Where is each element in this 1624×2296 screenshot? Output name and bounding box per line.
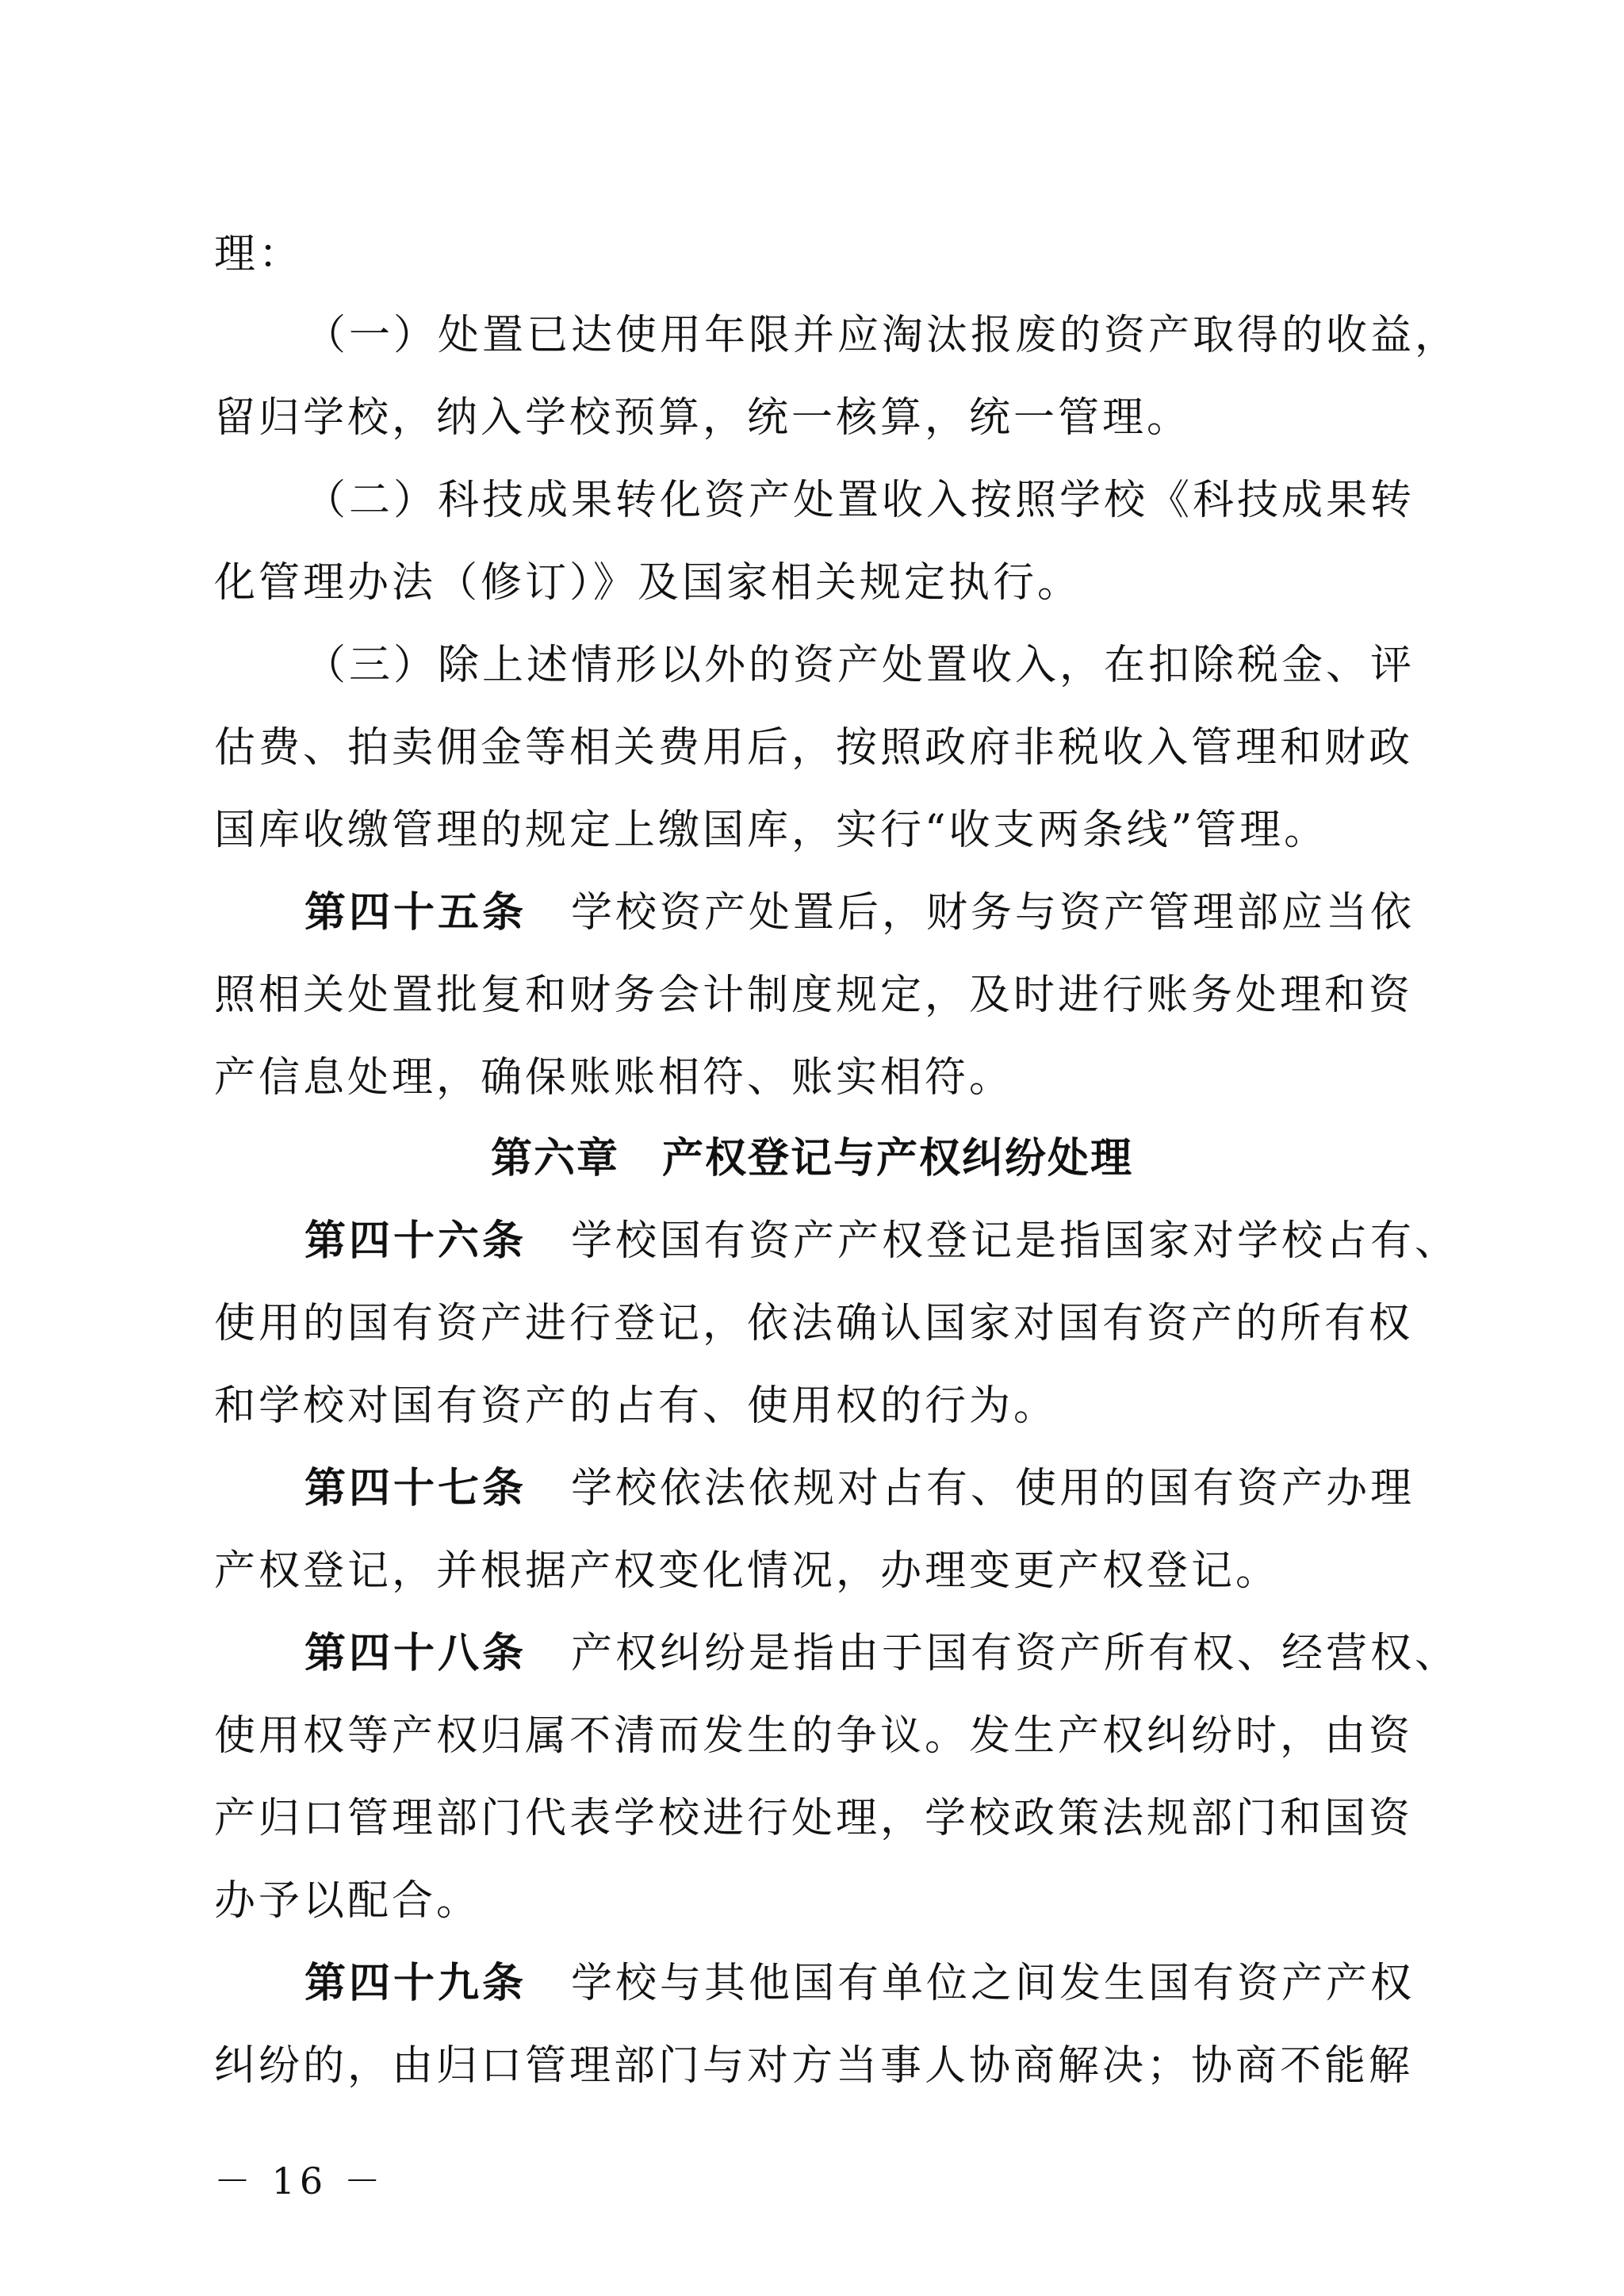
text-line: 学校资产处置后，财务与资产管理部应当依: [571, 889, 1415, 937]
text-line: 和学校对国有资产的占有、使用权的行为。: [214, 1382, 1059, 1430]
text-line: 理：: [214, 231, 304, 278]
text-line: 使用的国有资产进行登记，依法确认国家对国有资产的所有权: [214, 1300, 1414, 1347]
text-line: 纠纷的，由归口管理部门与对方当事人协商解决；协商不能解: [214, 2042, 1414, 2090]
chapter-heading: 第六章 产权登记与产权纠纷处理: [490, 1135, 1133, 1182]
text-line: 学校依法依规对占有、使用的国有资产办理: [571, 1465, 1415, 1512]
text-line: 化管理办法（修订）》及国家相关规定执行。: [214, 559, 1082, 607]
text-line: （三）除上述情形以外的资产处置收入，在扣除税金、评: [304, 642, 1415, 689]
text-line: 产信息处理，确保账账相符、账实相符。: [214, 1054, 1014, 1102]
article-45-paragraph: [304, 885, 1419, 941]
text-line: 学校国有资产产权登记是指国家对学校占有、: [571, 1217, 1460, 1265]
article-46-paragraph: [304, 1213, 1460, 1269]
text-line: 办予以配合。: [214, 1877, 481, 1925]
article-47-label: 第四十七条: [304, 1465, 527, 1512]
article-49-label: 第四十九条: [304, 1960, 527, 2007]
article-49-paragraph: [304, 1956, 1419, 2011]
text-line: 产权登记，并根据产权变化情况，办理变更产权登记。: [214, 1547, 1281, 1595]
page-number: － 16 －: [214, 2160, 385, 2202]
text-line: 产权纠纷是指由于国有资产所有权、经营权、: [571, 1630, 1460, 1677]
article-46-label: 第四十六条: [304, 1217, 527, 1265]
text-line: 留归学校，纳入学校预算，统一核算，统一管理。: [214, 394, 1192, 442]
text-line: 学校与其他国有单位之间发生国有资产产权: [571, 1960, 1415, 2007]
text-line: （二）科技成果转化资产处置收入按照学校《科技成果转: [304, 477, 1415, 524]
text-line: 国库收缴管理的规定上缴国库，实行“收支两条线”管理。: [214, 807, 1329, 854]
text-line: （一）处置已达使用年限并应淘汰报废的资产取得的收益，: [304, 312, 1460, 359]
text-line: 使用权等产权归属不清而发生的争议。发生产权纠纷时，由资: [214, 1712, 1414, 1760]
text-line: 照相关处置批复和财务会计制度规定，及时进行账务处理和资: [214, 972, 1414, 1019]
article-48-paragraph: [304, 1626, 1460, 1681]
article-47-paragraph: [304, 1461, 1419, 1516]
text-line: 估费、拍卖佣金等相关费用后，按照政府非税收入管理和财政: [214, 724, 1414, 772]
article-48-label: 第四十八条: [304, 1630, 527, 1677]
text-line: 产归口管理部门代表学校进行处理，学校政策法规部门和国资: [214, 1795, 1414, 1842]
article-45-label: 第四十五条: [304, 889, 527, 937]
